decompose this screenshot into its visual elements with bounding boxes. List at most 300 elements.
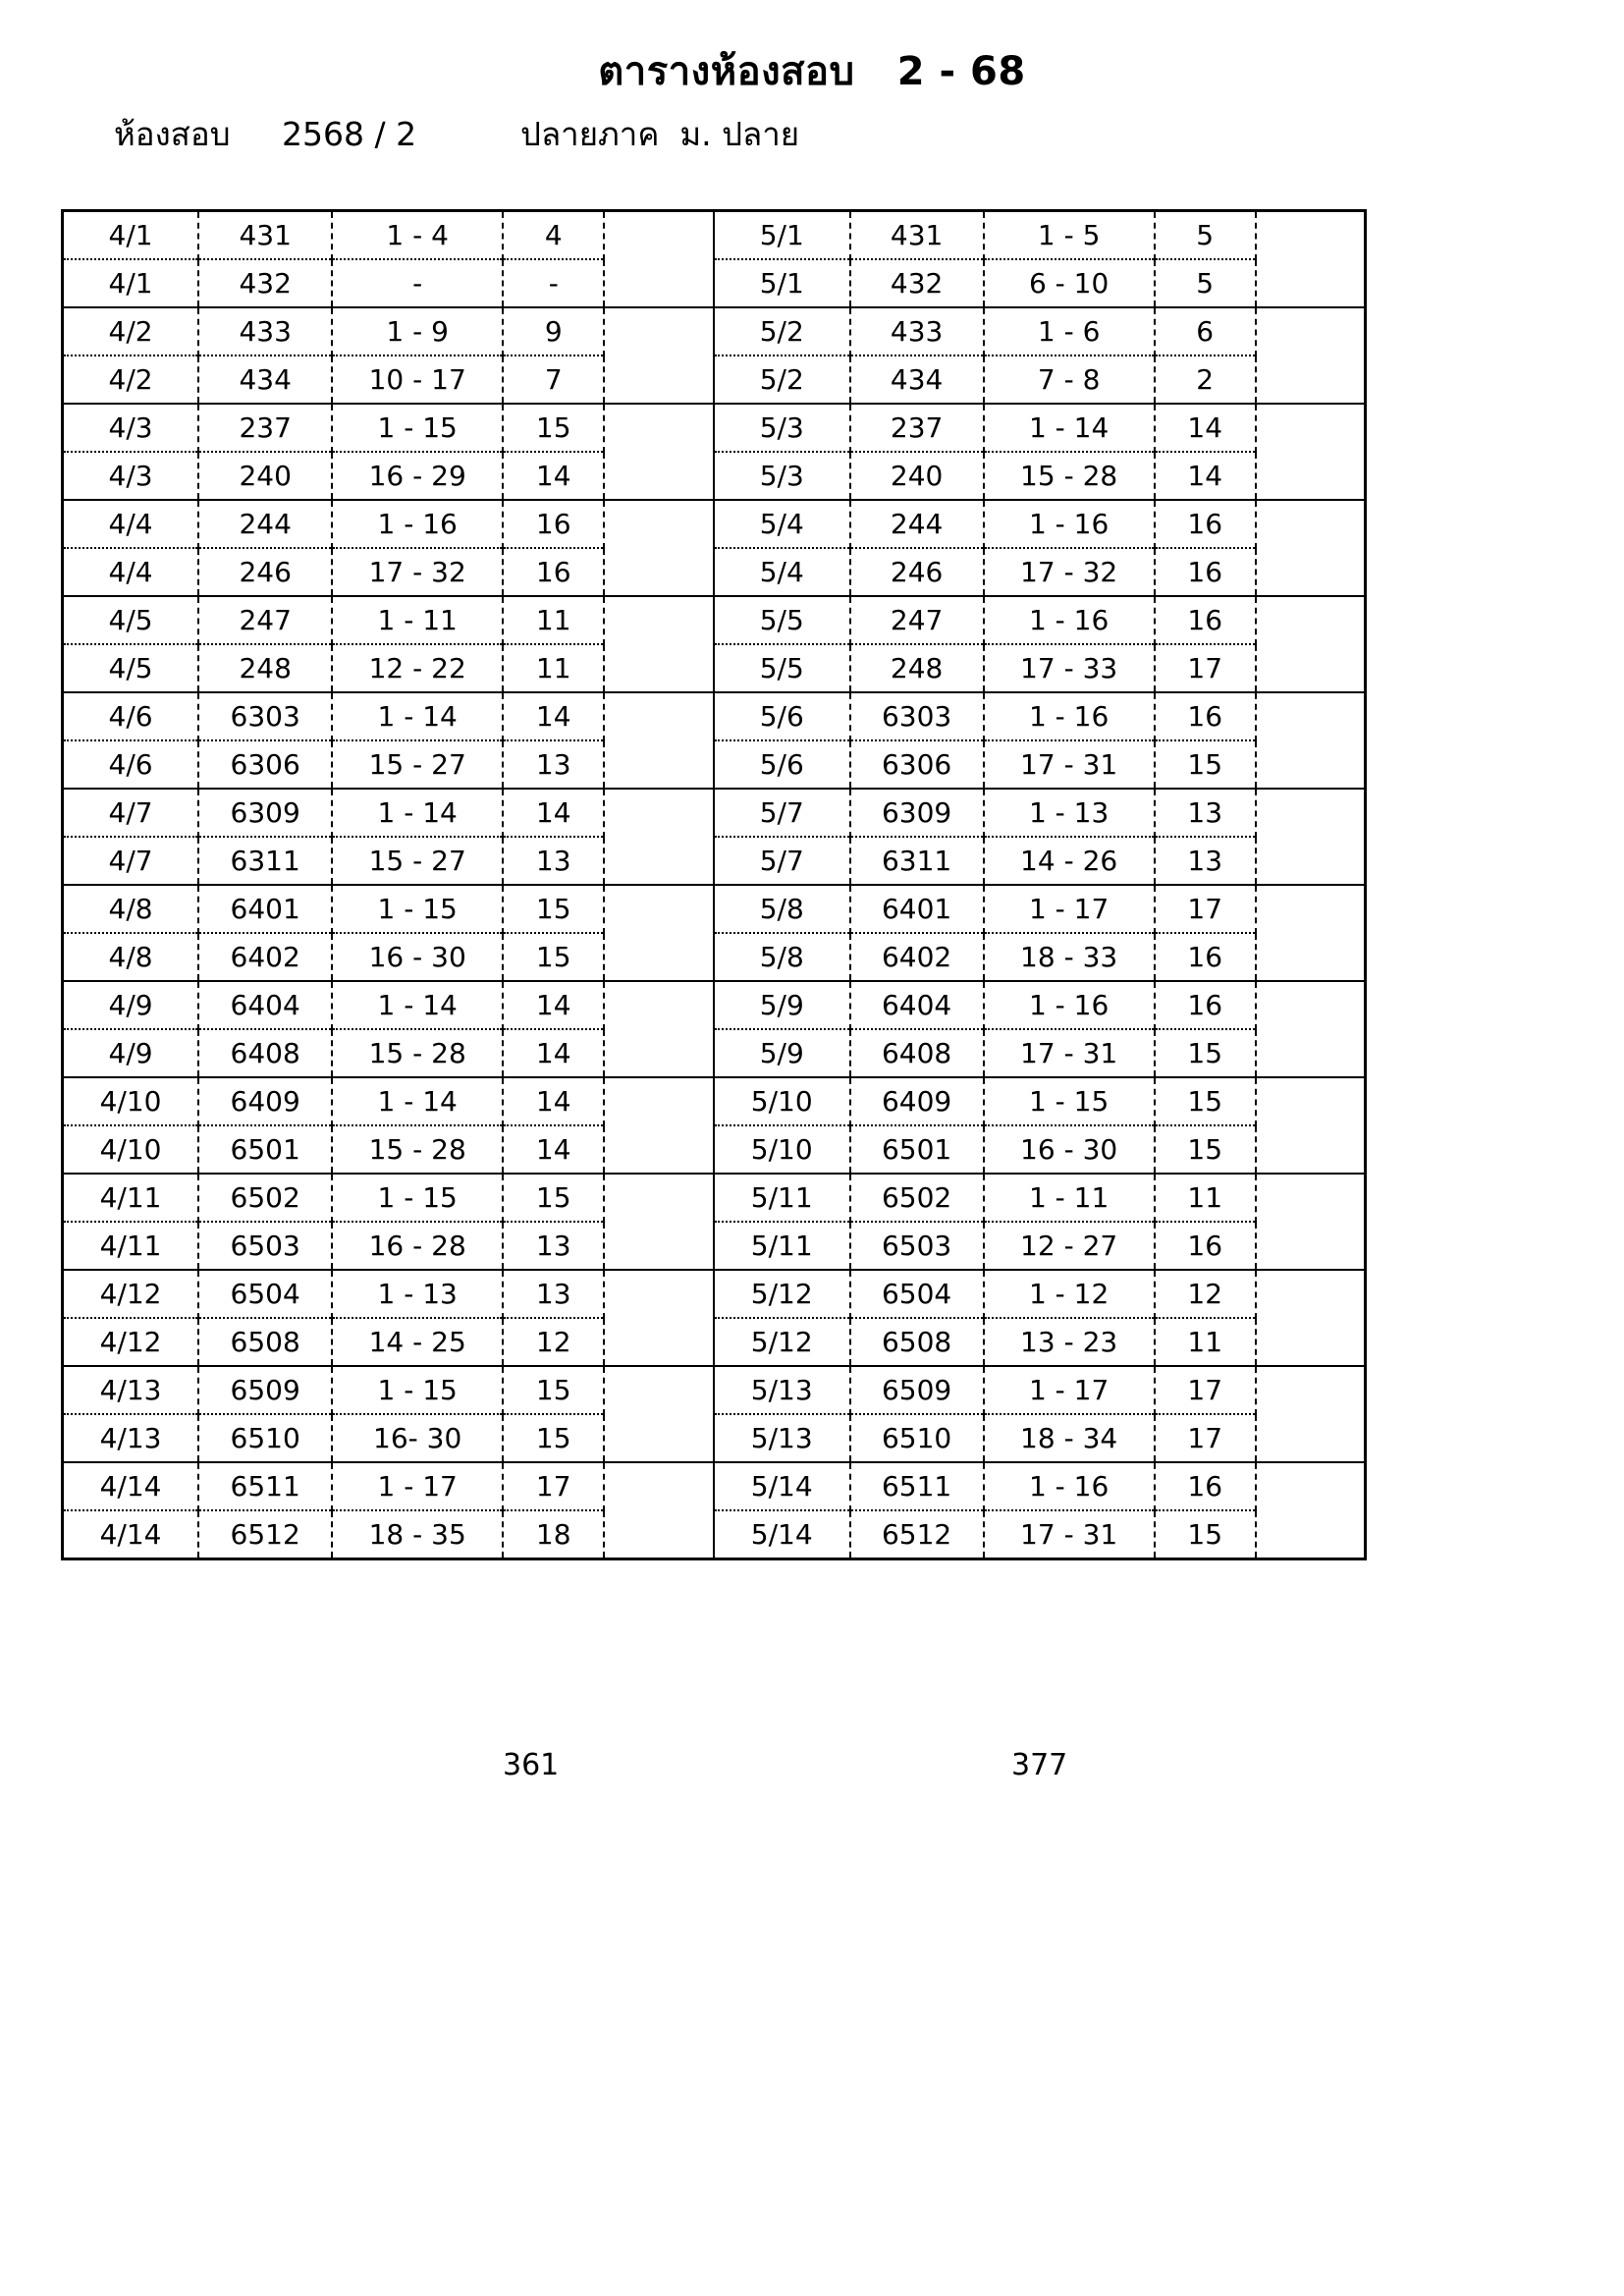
cell-room-right: 6508 xyxy=(850,1318,984,1366)
cell-spacer-left xyxy=(604,355,714,404)
cell-seat-count-left: 4 xyxy=(503,211,604,260)
cell-spacer-left xyxy=(604,404,714,452)
cell-spacer-left xyxy=(604,452,714,500)
cell-room-right: 6309 xyxy=(850,789,984,837)
table-row xyxy=(63,1414,1366,1462)
cell-seat-count-left: 14 xyxy=(503,452,604,500)
cell-spacer-left xyxy=(604,1029,714,1077)
cell-seat-range-right: 18 - 33 xyxy=(984,933,1155,981)
cell-spacer-right xyxy=(1256,789,1366,837)
cell-class-left: 4/12 xyxy=(63,1270,199,1318)
cell-seat-count-right: 5 xyxy=(1155,259,1256,307)
table-row xyxy=(63,355,1366,404)
cell-class-right: 5/11 xyxy=(714,1174,850,1222)
cell-room-left: 6402 xyxy=(198,933,332,981)
cell-seat-count-right: 16 xyxy=(1155,933,1256,981)
table-row xyxy=(63,692,1366,740)
cell-room-right: 6503 xyxy=(850,1222,984,1270)
subtitle-exam-type-level: ปลายภาค ม. ปลาย xyxy=(520,115,800,153)
cell-room-right: 434 xyxy=(850,355,984,404)
cell-seat-range-left: 15 - 28 xyxy=(332,1125,503,1174)
cell-seat-count-left: 12 xyxy=(503,1318,604,1366)
cell-spacer-right xyxy=(1256,452,1366,500)
cell-seat-count-left: 15 xyxy=(503,1414,604,1462)
cell-spacer-right xyxy=(1256,548,1366,596)
cell-spacer-left xyxy=(604,644,714,692)
cell-seat-count-left: 15 xyxy=(503,933,604,981)
cell-room-left: 434 xyxy=(198,355,332,404)
cell-spacer-left xyxy=(604,692,714,740)
cell-class-right: 5/2 xyxy=(714,355,850,404)
cell-class-left: 4/14 xyxy=(63,1510,199,1559)
table-row xyxy=(63,596,1366,644)
cell-class-left: 4/10 xyxy=(63,1077,199,1125)
cell-spacer-left xyxy=(604,1510,714,1559)
totals-row xyxy=(0,1748,1624,1807)
cell-seat-count-right: 15 xyxy=(1155,1077,1256,1125)
cell-spacer-left xyxy=(604,789,714,837)
cell-seat-range-right: 1 - 16 xyxy=(984,692,1155,740)
cell-class-right: 5/14 xyxy=(714,1462,850,1510)
cell-class-left: 4/1 xyxy=(63,211,199,260)
cell-seat-range-left: 15 - 27 xyxy=(332,740,503,789)
cell-seat-range-right: 17 - 32 xyxy=(984,548,1155,596)
table-row xyxy=(63,933,1366,981)
cell-seat-count-left: 14 xyxy=(503,789,604,837)
cell-seat-range-right: 1 - 17 xyxy=(984,1366,1155,1414)
cell-seat-range-right: 1 - 13 xyxy=(984,789,1155,837)
cell-class-right: 5/12 xyxy=(714,1270,850,1318)
cell-seat-count-left: 13 xyxy=(503,837,604,885)
cell-seat-count-right: 11 xyxy=(1155,1174,1256,1222)
cell-seat-range-right: 16 - 30 xyxy=(984,1125,1155,1174)
cell-class-right: 5/10 xyxy=(714,1125,850,1174)
table-row xyxy=(63,885,1366,933)
cell-class-left: 4/14 xyxy=(63,1462,199,1510)
cell-spacer-left xyxy=(604,307,714,355)
subtitle-exam-room-term: ห้องสอบ 2568 / 2 xyxy=(114,115,417,153)
cell-seat-count-right: 16 xyxy=(1155,596,1256,644)
cell-seat-range-left: 1 - 9 xyxy=(332,307,503,355)
cell-room-right: 244 xyxy=(850,500,984,548)
cell-seat-count-right: 17 xyxy=(1155,1414,1256,1462)
cell-seat-range-left: 1 - 15 xyxy=(332,1366,503,1414)
cell-class-right: 5/1 xyxy=(714,259,850,307)
cell-room-left: 6508 xyxy=(198,1318,332,1366)
cell-seat-range-left: 1 - 14 xyxy=(332,692,503,740)
cell-seat-range-left: 1 - 17 xyxy=(332,1462,503,1510)
cell-spacer-left xyxy=(604,1366,714,1414)
cell-room-right: 246 xyxy=(850,548,984,596)
cell-room-left: 6303 xyxy=(198,692,332,740)
cell-class-right: 5/14 xyxy=(714,1510,850,1559)
cell-room-left: 6511 xyxy=(198,1462,332,1510)
cell-class-left: 4/2 xyxy=(63,355,199,404)
cell-spacer-right xyxy=(1256,837,1366,885)
cell-seat-range-left: 18 - 35 xyxy=(332,1510,503,1559)
cell-class-right: 5/7 xyxy=(714,789,850,837)
table-row xyxy=(63,1222,1366,1270)
cell-spacer-left xyxy=(604,837,714,885)
table-row xyxy=(63,404,1366,452)
cell-class-left: 4/3 xyxy=(63,404,199,452)
cell-seat-count-left: 13 xyxy=(503,1222,604,1270)
cell-seat-range-left: 1 - 14 xyxy=(332,981,503,1029)
cell-spacer-right xyxy=(1256,1510,1366,1559)
cell-room-left: 6306 xyxy=(198,740,332,789)
cell-seat-count-right: 15 xyxy=(1155,1029,1256,1077)
cell-room-right: 433 xyxy=(850,307,984,355)
cell-class-left: 4/12 xyxy=(63,1318,199,1366)
cell-seat-count-left: 15 xyxy=(503,885,604,933)
cell-spacer-left xyxy=(604,1174,714,1222)
cell-class-right: 5/9 xyxy=(714,981,850,1029)
cell-class-left: 4/5 xyxy=(63,596,199,644)
total-right-column: 377 xyxy=(1011,1748,1068,1782)
cell-seat-range-left: 1 - 13 xyxy=(332,1270,503,1318)
cell-spacer-right xyxy=(1256,259,1366,307)
cell-seat-count-left: 15 xyxy=(503,404,604,452)
cell-seat-count-right: 15 xyxy=(1155,740,1256,789)
cell-class-right: 5/6 xyxy=(714,740,850,789)
cell-seat-count-left: 15 xyxy=(503,1366,604,1414)
cell-class-right: 5/3 xyxy=(714,452,850,500)
cell-room-right: 6512 xyxy=(850,1510,984,1559)
cell-spacer-right xyxy=(1256,933,1366,981)
cell-class-right: 5/13 xyxy=(714,1366,850,1414)
cell-seat-count-left: 9 xyxy=(503,307,604,355)
cell-room-right: 6311 xyxy=(850,837,984,885)
table-row xyxy=(63,1077,1366,1125)
cell-seat-count-right: 14 xyxy=(1155,452,1256,500)
cell-seat-range-right: 13 - 23 xyxy=(984,1318,1155,1366)
cell-class-right: 5/10 xyxy=(714,1077,850,1125)
cell-class-right: 5/5 xyxy=(714,596,850,644)
cell-seat-range-right: 6 - 10 xyxy=(984,259,1155,307)
cell-class-left: 4/4 xyxy=(63,500,199,548)
cell-class-left: 4/2 xyxy=(63,307,199,355)
table-row xyxy=(63,1174,1366,1222)
cell-spacer-left xyxy=(604,1462,714,1510)
table-row xyxy=(63,211,1366,260)
cell-seat-range-right: 1 - 14 xyxy=(984,404,1155,452)
cell-spacer-left xyxy=(604,1077,714,1125)
cell-room-right: 6303 xyxy=(850,692,984,740)
cell-seat-range-right: 18 - 34 xyxy=(984,1414,1155,1462)
cell-seat-count-right: 16 xyxy=(1155,1222,1256,1270)
cell-class-left: 4/9 xyxy=(63,981,199,1029)
cell-seat-range-left: 1 - 15 xyxy=(332,885,503,933)
cell-seat-count-right: 16 xyxy=(1155,548,1256,596)
cell-seat-count-right: 17 xyxy=(1155,885,1256,933)
cell-seat-count-left: 7 xyxy=(503,355,604,404)
cell-room-left: 237 xyxy=(198,404,332,452)
total-left-column: 361 xyxy=(503,1748,560,1782)
cell-seat-count-left: 13 xyxy=(503,1270,604,1318)
cell-class-right: 5/4 xyxy=(714,500,850,548)
cell-seat-count-left: - xyxy=(503,259,604,307)
cell-seat-range-left: 1 - 16 xyxy=(332,500,503,548)
cell-seat-count-right: 12 xyxy=(1155,1270,1256,1318)
cell-spacer-left xyxy=(604,259,714,307)
cell-spacer-left xyxy=(604,596,714,644)
table-row xyxy=(63,644,1366,692)
cell-seat-count-left: 14 xyxy=(503,981,604,1029)
cell-spacer-left xyxy=(604,885,714,933)
cell-class-left: 4/13 xyxy=(63,1366,199,1414)
cell-seat-range-left: 1 - 14 xyxy=(332,1077,503,1125)
cell-spacer-right xyxy=(1256,1125,1366,1174)
cell-seat-count-right: 14 xyxy=(1155,404,1256,452)
cell-class-right: 5/12 xyxy=(714,1318,850,1366)
cell-seat-count-right: 15 xyxy=(1155,1510,1256,1559)
cell-class-right: 5/13 xyxy=(714,1414,850,1462)
exam-room-table-wrapper xyxy=(61,209,1367,1560)
cell-spacer-right xyxy=(1256,1174,1366,1222)
cell-class-right: 5/9 xyxy=(714,1029,850,1077)
cell-seat-range-right: 17 - 31 xyxy=(984,1029,1155,1077)
cell-seat-range-left: 1 - 15 xyxy=(332,404,503,452)
cell-seat-range-left: 1 - 11 xyxy=(332,596,503,644)
cell-class-left: 4/13 xyxy=(63,1414,199,1462)
cell-spacer-right xyxy=(1256,1366,1366,1414)
cell-class-left: 4/6 xyxy=(63,740,199,789)
cell-room-left: 6509 xyxy=(198,1366,332,1414)
cell-class-left: 4/8 xyxy=(63,933,199,981)
cell-spacer-right xyxy=(1256,1222,1366,1270)
cell-room-right: 6409 xyxy=(850,1077,984,1125)
cell-room-right: 432 xyxy=(850,259,984,307)
cell-spacer-right xyxy=(1256,981,1366,1029)
table-row xyxy=(63,740,1366,789)
cell-spacer-left xyxy=(604,500,714,548)
cell-room-left: 6408 xyxy=(198,1029,332,1077)
cell-seat-range-left: 16 - 30 xyxy=(332,933,503,981)
table-row xyxy=(63,789,1366,837)
cell-seat-count-left: 11 xyxy=(503,596,604,644)
cell-seat-count-left: 16 xyxy=(503,500,604,548)
cell-spacer-left xyxy=(604,981,714,1029)
cell-seat-count-right: 16 xyxy=(1155,1462,1256,1510)
cell-spacer-right xyxy=(1256,1318,1366,1366)
cell-seat-range-right: 1 - 5 xyxy=(984,211,1155,260)
cell-room-right: 6402 xyxy=(850,933,984,981)
cell-seat-range-right: 15 - 28 xyxy=(984,452,1155,500)
cell-class-left: 4/4 xyxy=(63,548,199,596)
cell-seat-range-left: 14 - 25 xyxy=(332,1318,503,1366)
cell-room-left: 431 xyxy=(198,211,332,260)
cell-seat-range-right: 1 - 16 xyxy=(984,1462,1155,1510)
cell-spacer-right xyxy=(1256,211,1366,260)
cell-seat-range-right: 1 - 6 xyxy=(984,307,1155,355)
cell-spacer-right xyxy=(1256,885,1366,933)
cell-seat-count-right: 2 xyxy=(1155,355,1256,404)
cell-spacer-right xyxy=(1256,740,1366,789)
cell-room-right: 431 xyxy=(850,211,984,260)
cell-seat-range-left: 1 - 14 xyxy=(332,789,503,837)
cell-room-right: 6501 xyxy=(850,1125,984,1174)
cell-seat-range-left: 15 - 28 xyxy=(332,1029,503,1077)
cell-seat-count-right: 13 xyxy=(1155,789,1256,837)
cell-class-left: 4/7 xyxy=(63,837,199,885)
cell-spacer-right xyxy=(1256,500,1366,548)
cell-seat-count-right: 17 xyxy=(1155,644,1256,692)
cell-spacer-left xyxy=(604,211,714,260)
cell-spacer-left xyxy=(604,1414,714,1462)
cell-spacer-left xyxy=(604,1270,714,1318)
cell-seat-range-left: 17 - 32 xyxy=(332,548,503,596)
cell-room-right: 6504 xyxy=(850,1270,984,1318)
cell-class-left: 4/3 xyxy=(63,452,199,500)
cell-spacer-right xyxy=(1256,1462,1366,1510)
cell-room-left: 244 xyxy=(198,500,332,548)
cell-seat-count-left: 18 xyxy=(503,1510,604,1559)
cell-room-left: 6401 xyxy=(198,885,332,933)
cell-spacer-left xyxy=(604,933,714,981)
cell-spacer-right xyxy=(1256,692,1366,740)
cell-seat-count-left: 15 xyxy=(503,1174,604,1222)
cell-room-left: 6510 xyxy=(198,1414,332,1462)
table-row xyxy=(63,1366,1366,1414)
cell-seat-range-right: 7 - 8 xyxy=(984,355,1155,404)
cell-seat-count-left: 14 xyxy=(503,692,604,740)
cell-room-left: 6311 xyxy=(198,837,332,885)
cell-seat-range-left: - xyxy=(332,259,503,307)
cell-room-left: 6504 xyxy=(198,1270,332,1318)
table-row xyxy=(63,837,1366,885)
cell-seat-range-left: 16 - 29 xyxy=(332,452,503,500)
table-row xyxy=(63,500,1366,548)
cell-room-right: 6401 xyxy=(850,885,984,933)
cell-spacer-left xyxy=(604,1125,714,1174)
cell-room-left: 6404 xyxy=(198,981,332,1029)
cell-seat-count-left: 16 xyxy=(503,548,604,596)
cell-seat-count-right: 16 xyxy=(1155,692,1256,740)
cell-seat-range-right: 12 - 27 xyxy=(984,1222,1155,1270)
cell-seat-count-right: 5 xyxy=(1155,211,1256,260)
table-row xyxy=(63,452,1366,500)
cell-seat-count-left: 14 xyxy=(503,1029,604,1077)
cell-class-right: 5/1 xyxy=(714,211,850,260)
cell-room-left: 246 xyxy=(198,548,332,596)
table-row xyxy=(63,548,1366,596)
cell-seat-range-right: 1 - 16 xyxy=(984,596,1155,644)
cell-room-left: 6503 xyxy=(198,1222,332,1270)
cell-seat-count-right: 11 xyxy=(1155,1318,1256,1366)
cell-room-right: 248 xyxy=(850,644,984,692)
cell-class-right: 5/8 xyxy=(714,933,850,981)
cell-spacer-right xyxy=(1256,1077,1366,1125)
cell-room-left: 433 xyxy=(198,307,332,355)
cell-class-right: 5/11 xyxy=(714,1222,850,1270)
table-row xyxy=(63,307,1366,355)
cell-seat-range-right: 1 - 15 xyxy=(984,1077,1155,1125)
cell-class-left: 4/7 xyxy=(63,789,199,837)
cell-class-left: 4/10 xyxy=(63,1125,199,1174)
cell-class-right: 5/8 xyxy=(714,885,850,933)
cell-spacer-right xyxy=(1256,307,1366,355)
cell-room-right: 6408 xyxy=(850,1029,984,1077)
cell-spacer-left xyxy=(604,1318,714,1366)
table-row xyxy=(63,1270,1366,1318)
table-row xyxy=(63,1125,1366,1174)
cell-class-left: 4/11 xyxy=(63,1222,199,1270)
cell-seat-range-left: 16 - 28 xyxy=(332,1222,503,1270)
cell-room-right: 6306 xyxy=(850,740,984,789)
table-row xyxy=(63,1462,1366,1510)
cell-seat-count-right: 15 xyxy=(1155,1125,1256,1174)
cell-seat-count-right: 16 xyxy=(1155,981,1256,1029)
cell-class-left: 4/5 xyxy=(63,644,199,692)
cell-room-left: 6502 xyxy=(198,1174,332,1222)
cell-seat-count-left: 14 xyxy=(503,1125,604,1174)
cell-class-left: 4/9 xyxy=(63,1029,199,1077)
cell-class-left: 4/1 xyxy=(63,259,199,307)
cell-spacer-right xyxy=(1256,404,1366,452)
cell-seat-range-right: 1 - 17 xyxy=(984,885,1155,933)
cell-room-left: 6409 xyxy=(198,1077,332,1125)
table-row xyxy=(63,1318,1366,1366)
cell-spacer-left xyxy=(604,548,714,596)
cell-seat-count-right: 6 xyxy=(1155,307,1256,355)
cell-class-right: 5/6 xyxy=(714,692,850,740)
cell-room-right: 6404 xyxy=(850,981,984,1029)
cell-spacer-right xyxy=(1256,1270,1366,1318)
cell-room-right: 6502 xyxy=(850,1174,984,1222)
table-row xyxy=(63,1510,1366,1559)
cell-room-left: 432 xyxy=(198,259,332,307)
cell-class-right: 5/3 xyxy=(714,404,850,452)
cell-spacer-right xyxy=(1256,1414,1366,1462)
cell-spacer-left xyxy=(604,1222,714,1270)
cell-room-left: 6512 xyxy=(198,1510,332,1559)
cell-seat-range-right: 1 - 16 xyxy=(984,981,1155,1029)
cell-class-right: 5/2 xyxy=(714,307,850,355)
cell-class-left: 4/8 xyxy=(63,885,199,933)
table-row xyxy=(63,259,1366,307)
cell-seat-count-left: 13 xyxy=(503,740,604,789)
cell-room-left: 240 xyxy=(198,452,332,500)
cell-room-right: 237 xyxy=(850,404,984,452)
cell-room-left: 248 xyxy=(198,644,332,692)
cell-seat-range-left: 1 - 4 xyxy=(332,211,503,260)
cell-class-right: 5/4 xyxy=(714,548,850,596)
cell-room-right: 240 xyxy=(850,452,984,500)
cell-spacer-right xyxy=(1256,355,1366,404)
cell-seat-range-left: 15 - 27 xyxy=(332,837,503,885)
cell-seat-range-right: 17 - 31 xyxy=(984,1510,1155,1559)
exam-room-table xyxy=(61,209,1367,1560)
cell-seat-count-left: 17 xyxy=(503,1462,604,1510)
cell-room-right: 6510 xyxy=(850,1414,984,1462)
cell-seat-range-left: 12 - 22 xyxy=(332,644,503,692)
cell-seat-range-left: 1 - 15 xyxy=(332,1174,503,1222)
cell-spacer-right xyxy=(1256,596,1366,644)
cell-seat-count-left: 11 xyxy=(503,644,604,692)
cell-seat-range-right: 17 - 31 xyxy=(984,740,1155,789)
cell-class-left: 4/6 xyxy=(63,692,199,740)
cell-class-left: 4/11 xyxy=(63,1174,199,1222)
cell-spacer-left xyxy=(604,740,714,789)
cell-seat-count-right: 16 xyxy=(1155,500,1256,548)
cell-seat-range-right: 1 - 16 xyxy=(984,500,1155,548)
cell-seat-range-left: 16- 30 xyxy=(332,1414,503,1462)
cell-seat-count-right: 17 xyxy=(1155,1366,1256,1414)
cell-room-right: 6509 xyxy=(850,1366,984,1414)
cell-room-left: 247 xyxy=(198,596,332,644)
cell-seat-range-right: 17 - 33 xyxy=(984,644,1155,692)
cell-seat-range-right: 1 - 12 xyxy=(984,1270,1155,1318)
